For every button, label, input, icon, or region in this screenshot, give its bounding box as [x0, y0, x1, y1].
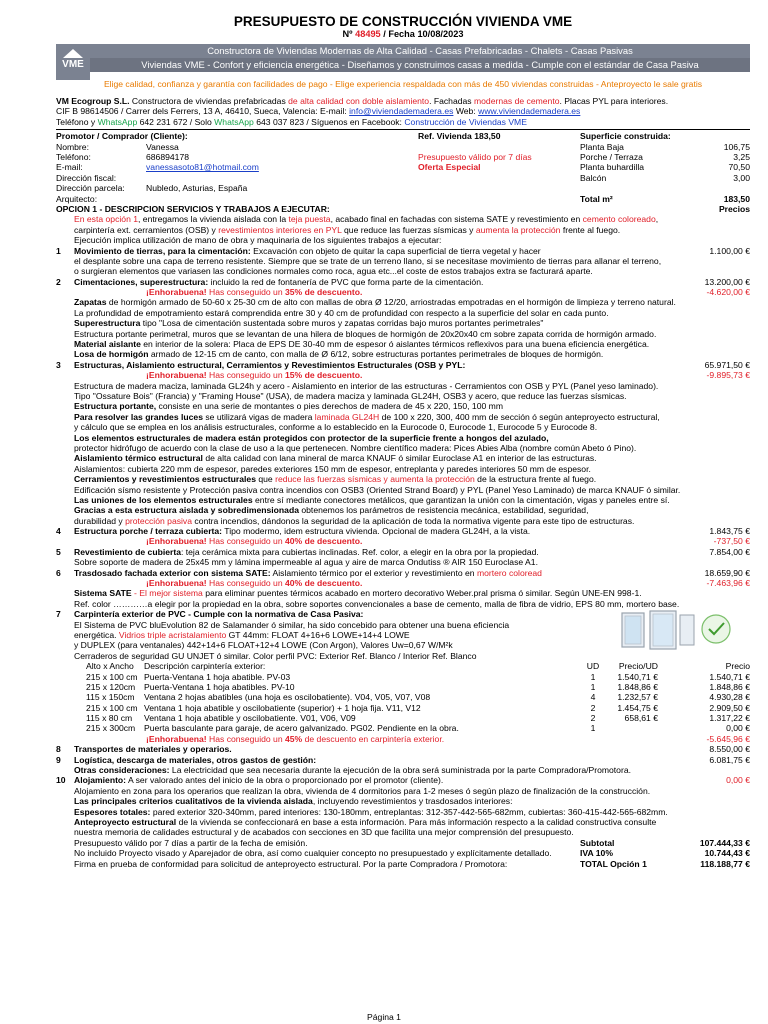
item-detail	[56, 817, 750, 827]
item-text: incluido la red de fontanería de PVC que forma parte de la cimentación.	[210, 276, 484, 287]
item-subtitle: Otras consideraciones:	[74, 765, 170, 776]
validity-text: Presupuesto válido por 7 días a partir de la fecha de emisión.	[74, 837, 308, 848]
window-ud: 1	[590, 671, 596, 682]
item-text: energética.	[74, 629, 117, 640]
banner-line-1: Constructora de Viviendas Modernas de Alta Calidad - Casas Prefabricadas - Chalets - Casas Pasivas	[90, 44, 750, 58]
discount-text: Has conseguido un	[209, 370, 283, 381]
logo-text: VME	[62, 59, 84, 70]
discount-percent: 45%	[285, 733, 303, 744]
client-phone: 686894178	[146, 152, 190, 162]
item-title: Trasdosado fachada exterior con sistema SATE:	[74, 567, 271, 578]
line-item-2	[56, 277, 750, 287]
item-subtitle: Losa de hormigón	[74, 349, 149, 360]
item-text: en interior de la solera: Placa de EPS DE 30-40 mm de espesor ó aislantes térmicos reflexivos para una buena eficiencia energética.	[143, 339, 650, 350]
table-row	[56, 703, 750, 713]
item-detail	[56, 318, 750, 328]
item-text: El Sistema de PVC bluEvolution 82 de Salamander ó similar, ha sido concebido para obtener una buena eficiencia	[74, 619, 510, 630]
discount-price: -737,50 €	[713, 536, 750, 547]
client-email-link[interactable]: vanessasoto81@hotmail.com	[146, 162, 259, 173]
discount-price: -9.895,73 €	[706, 370, 750, 381]
subtotal-label: Subtotal	[580, 837, 615, 848]
discount-text: Has conseguido un	[209, 578, 283, 589]
line-item-5	[56, 547, 750, 557]
item-text: pared exterior 320-340mm, pared interiores: 130-180mm, entreplantas: 312-357-442-565-682mm, cubiertas: 360-415-442-565-682mm.	[152, 806, 668, 817]
item-text: y DUPLEX (para ventanales) 442+14+6 FLOAT+12+4 LOWE (Con Argon), Valores Uw=0,67 W/M²k	[74, 640, 453, 651]
subtotal-value: 107.444,33 €	[699, 837, 750, 848]
item-text: La profundidad de empotramiento estará comprendida entre 30 y 40 cm de profundidad con respecto a la superficie del solar en cada punto.	[74, 307, 609, 318]
item-number: 9	[56, 754, 61, 765]
discount-line	[56, 536, 750, 546]
item-subtitle: Las principales criterios cualitativos de la vivienda aislada	[74, 796, 313, 807]
item-text: de hormigón armado de 50-60 x 25-30 cm de alto con mallas de obra Ø 12/20, arriostradas empotradas en el hormigón de limpieza y terreno natural.	[108, 297, 676, 308]
discount-line	[56, 370, 750, 380]
surface-label: Balcón	[580, 172, 607, 183]
plot-address: Nubledo, Asturias, España	[146, 183, 248, 194]
window-desc: Puerta basculante para garaje, de acero galvanizado. PG02. Pendiente en la obra.	[144, 723, 459, 734]
signature-text: Firma en prueba de conformidad para solicitud de anteproyecto estructural. Por la parte Compradora / Promotora:	[74, 858, 508, 869]
window-ud: 4	[590, 692, 596, 703]
surface-heading: Superficie construida:	[580, 131, 671, 142]
item-text: Tipo "Ossature Bois" (Francia) y "Framing House" (USA), de madera maciza y laminada GL24H, OSB3 y acero, que reduce las fuerzas sísmicas.	[74, 390, 627, 401]
item-price: 0,00 €	[726, 775, 750, 786]
slogan: Elige calidad, confianza y garantía con facilidades de pago - Elige experiencia respaldada con más de 450 viviendas construidas - Anteproyecto le sale gratis	[103, 79, 703, 89]
item-price: 65.971,50 €	[704, 359, 750, 370]
item-subtitle: Aislamiento térmico estructural	[74, 453, 203, 464]
item-subtitle: Zapatas	[74, 297, 107, 308]
item-text: entre sí mediante conectores metálicos, que garantizan la unión con la cimentación, vigas y paneles entre sí.	[255, 494, 670, 505]
intro-text: carpintería ext. cerramientos (OSB) y	[74, 224, 216, 235]
company-info	[56, 96, 750, 127]
discount-price: -4.620,00 €	[706, 287, 750, 298]
company-highlight: de alta calidad con doble aislamiento	[288, 96, 430, 106]
iva-value: 10.744,43 €	[704, 848, 750, 859]
item-subtitle: Para resolver las grandes luces	[74, 411, 203, 422]
architect-label: Arquitecto:	[56, 193, 98, 204]
validity-note: Presupuesto válido por 7 días	[418, 152, 532, 162]
discount-congrats: ¡Enhorabuena!	[146, 733, 207, 744]
intro-text: , entregamos la vivienda aislada con la	[138, 214, 287, 225]
window-unit-price: 1.848,86 €	[617, 681, 658, 692]
phone-text: Teléfono y	[56, 116, 96, 127]
line-item-9	[56, 755, 750, 765]
intro-text: ,	[655, 214, 659, 225]
discount-line	[56, 287, 750, 297]
item-number: 4	[56, 526, 61, 537]
total-value: 118.188,77 €	[700, 858, 750, 869]
discount-line	[56, 578, 750, 588]
item-text: obtenemos los parámetros de resistencia mecánica, estabilidad, seguridad,	[301, 505, 589, 516]
item-detail	[56, 412, 750, 422]
discount-congrats: ¡Enhorabuena!	[146, 287, 207, 298]
item-detail	[56, 807, 750, 817]
quote-number: 48495	[355, 29, 381, 39]
item-text: el desplante sobre una capa de terreno resistente. Siempre que se trate de un terreno llano, si se necesitase movimiento de tierras para allanar el terreno,	[74, 255, 662, 266]
item-number: 1	[56, 245, 61, 256]
item-detail	[56, 796, 750, 806]
item-text: Excavación con objeto de quitar la capa superficial de tierra vegetal y hacer	[253, 245, 541, 256]
discount-congrats: ¡Enhorabuena!	[146, 536, 207, 547]
item-title: Alojamiento:	[74, 775, 127, 786]
table-row	[56, 723, 750, 733]
intro-line	[56, 214, 750, 224]
quote-number-line	[56, 29, 750, 40]
company-banner	[56, 44, 750, 80]
col-price: Precio	[725, 661, 750, 672]
surface-label: Planta buhardilla	[580, 162, 645, 173]
intro-text: En esta opción 1	[74, 214, 139, 225]
web-label: Web:	[455, 106, 476, 117]
item-text: para eliminar puentes térmicos acabado en mortero decorativo Weber.pral prisma ó similar. Según UNE-EN 998-1.	[205, 588, 642, 599]
item-subtitle: Material aislante	[74, 339, 141, 350]
item-highlight: laminada GL24H	[314, 411, 380, 422]
window-ud: 2	[590, 702, 596, 713]
item-detail	[56, 339, 750, 349]
surface-label: Porche / Terraza	[580, 152, 643, 162]
client-heading: Promotor / Comprador (Cliente):	[56, 131, 188, 142]
item-title: Carpintería exterior de PVC - Cumple con la normativa de Casa Pasiva:	[74, 609, 364, 620]
item-text: nuestra memoria de calidades estructural y de acabados con secciones en 3D que facilita una mejor comprensión del presupuesto.	[74, 827, 574, 838]
intro-text: , acabado final en fachadas con sistema SATE y revestimiento en	[330, 214, 581, 225]
item-text: de 100 x 220, 300, 400 mm de sección ó según anteproyecto estructural,	[381, 411, 660, 422]
subtotal-row	[56, 838, 750, 848]
item-number: 8	[56, 744, 61, 755]
window-unit-price: 1.540,71 €	[617, 671, 658, 682]
company-line-1	[56, 96, 750, 106]
item-text: tipo "Losa de cimentación sustentada sobre muros y zapatas corridas bajo muros portantes perimetrales"	[142, 318, 544, 329]
item-number: 3	[56, 359, 61, 370]
item-number: 6	[56, 567, 61, 578]
discount-percent: 15% de descuento.	[285, 370, 363, 381]
table-row	[56, 682, 750, 692]
item-detail	[56, 422, 750, 432]
page-title: PRESUPUESTO DE CONSTRUCCIÓN VIVIENDA VME	[233, 14, 573, 29]
company-line-2	[56, 106, 750, 116]
item-text: se utilizará vigas de madera	[205, 411, 313, 422]
whatsapp-label: WhatsApp	[214, 116, 254, 127]
item-number: 10	[56, 775, 66, 786]
window-price: 1.540,71 €	[709, 671, 750, 682]
item-subtitle: Anteproyecto estructural	[74, 817, 177, 827]
facebook-link[interactable]: Construcción de Viviendas VME	[404, 116, 527, 127]
iva-row	[56, 848, 750, 858]
line-item-8	[56, 744, 750, 754]
item-detail	[56, 433, 750, 443]
intro-text: Ejecución implica utilización de mano de obra y maquinaria de los siguientes trabajos a ejecutar:	[74, 235, 442, 246]
option-heading-row	[56, 204, 750, 214]
item-detail	[56, 516, 750, 526]
surface-value: 70,50	[728, 162, 750, 173]
window-size: 215 x 120cm	[86, 681, 136, 692]
intro-text: cemento coloreado	[582, 214, 656, 225]
line-item-3	[56, 360, 750, 370]
window-size: 115 x 80 cm	[86, 713, 133, 724]
item-text: que	[258, 474, 273, 485]
col-size: Alto x Ancho	[86, 661, 134, 672]
intro-text: teja puesta	[288, 214, 331, 225]
col-unit-price: Precio/UD	[618, 661, 658, 672]
company-highlight: modernas de cemento	[473, 96, 560, 106]
item-price: 8.550,00 €	[709, 744, 750, 755]
company-line-3	[56, 117, 750, 127]
client-section	[56, 131, 750, 204]
item-detail	[56, 485, 750, 495]
window-size: 215 x 100 cm	[86, 702, 138, 713]
item-price: 7.854,00 €	[709, 546, 750, 557]
item-text: : teja cerámica mixta para cubiertas inclinadas. Ref. color, a elegir en la obra por la propiedad.	[180, 546, 539, 557]
item-title: Transportes de materiales y operarios.	[74, 744, 232, 755]
phone-label: Teléfono:	[56, 152, 91, 162]
window-size: 115 x 150cm	[86, 692, 135, 703]
item-highlight: reduce las fuerzas sísmicas y aumenta la protección	[275, 474, 475, 485]
item-text: protector hidrófugo de acuerdo con la clase de uso a la que pertenecen. Nombre científico madera: Pices Abies Alba (nombre común Abeto ó Pino).	[74, 442, 637, 453]
special-offer: Oferta Especial	[418, 162, 481, 173]
item-text: y cálculo que se emplea en los análisis estructurales, conforme a lo establecido en la Eurocode 0, Eurocode 1, Eurocode 5 y Eurocode 8.	[74, 422, 598, 433]
item-text: Cerraderos de seguridad GU UNJET ó similar. Color perfil PVC: Exterior Ref. Blanco / Interior Ref. Blanco	[74, 650, 477, 661]
discount-text: de descuento en carpintería exterior.	[304, 733, 445, 744]
window-price: 2.909,50 €	[709, 702, 750, 713]
discount-text: Has conseguido un	[209, 536, 283, 547]
item-text: Aislamientos: cubierta 220 mm de espesor, paredes exteriores 150 mm de espesor, entreplanta y paredes interiores 50 mm de espesor.	[74, 463, 591, 474]
company-text: . Placas PYL para interiores.	[559, 96, 669, 106]
house-roof-icon	[63, 49, 83, 58]
line-item-10	[56, 775, 750, 785]
window-desc: Puerta-Ventana 1 hoja abatible. PV-03	[144, 671, 291, 682]
item-detail	[56, 651, 750, 661]
item-detail	[56, 630, 750, 640]
company-text: . Fachadas	[429, 96, 472, 106]
item-subtitle: Espesores totales:	[74, 806, 151, 817]
item-text: o surgieran elementos que variasen las condiciones normales como roca, agua etc...el coste de estos trabajos extra se facturará aparte.	[74, 266, 593, 277]
item-price: 13.200,00 €	[704, 276, 750, 287]
discount-price: -7.463,96 €	[706, 578, 750, 589]
item-detail	[56, 391, 750, 401]
vme-logo	[56, 44, 90, 80]
item-text: Sobre soporte de madera de 25x45 mm y lámina impermeable al agua y aire de marca Ondutiss ® AIR 150 Euroclase A1.	[74, 557, 538, 568]
intro-text: aumenta la protección	[475, 224, 561, 235]
item-subtitle: Sistema SATE	[74, 588, 132, 599]
item-text: de la vivienda se confeccionará en base a esta información. Para más información respecto a la calidad constructiva consulte	[178, 817, 657, 827]
surface-value: 106,75	[723, 141, 750, 152]
house-ref: Ref. Vivienda 183,50	[418, 131, 501, 142]
window-unit-price: 1.232,57 €	[617, 692, 658, 703]
item-detail	[56, 464, 750, 474]
item-text: Edificación sísmo resistente y Protección pasiva contra incendios con OSB3 (Oriented Strand Board) y PYL (Panel Yeso Laminado) de marca KNAUF ó similar.	[74, 484, 681, 495]
line-item-7	[56, 609, 750, 619]
item-text: de alta calidad con lana mineral de marca KNAUF ó similar Euroclase A1 en interior de las estructuras.	[205, 453, 597, 464]
item-detail	[56, 349, 750, 359]
line-item-4	[56, 526, 750, 536]
item-text: , incluyendo revestimientos y trasdosados interiores:	[312, 796, 513, 807]
discount-text: Has conseguido un	[209, 733, 283, 744]
surface-label: Planta Baja	[580, 141, 624, 152]
item-text: consiste en una serie de montantes o pies derechos de madera de 45 x 220, 150, 100 mm	[158, 401, 503, 412]
table-row	[56, 672, 750, 682]
item-detail	[56, 588, 750, 598]
item-detail	[56, 495, 750, 505]
item-detail	[56, 765, 750, 775]
window-price: 1.848,86 €	[709, 681, 750, 692]
item-detail	[56, 256, 750, 266]
plot-address-label: Dirección parcela:	[56, 183, 125, 194]
surface-value: 3,25	[733, 152, 750, 162]
item-text: armado de 12-15 cm de canto, con malla de Ø 6/12, sobre estructuras portantes perimetrales de bloques de hormigón.	[150, 349, 604, 360]
item-text: Estructura portante perimetral, muros que se levantan de una hilera de bloques de hormigón de 20x20x40 cm sobre zapata corrida de hormigón armado.	[74, 328, 657, 339]
intro-line	[56, 235, 750, 245]
item-detail	[56, 505, 750, 515]
iva-label: IVA 10%	[580, 848, 613, 859]
window-desc: Puerta-Ventana 1 hoja abatibles. PV-10	[144, 681, 295, 692]
window-desc: Ventana 2 hojas abatibles (una hoja es oscilobatiente). V04, V05, V07, V08	[144, 692, 431, 703]
item-subtitle: Cerramientos y revestimientos estructurales	[74, 474, 256, 485]
discount-text: Has conseguido un	[209, 287, 283, 298]
line-item-1	[56, 246, 750, 256]
surface-value: 3,00	[733, 172, 750, 183]
carpentry-block	[56, 609, 750, 661]
total-surface-label: Total m²	[580, 193, 613, 204]
client-name: Vanessa	[146, 141, 179, 152]
window-size: 215 x 300cm	[86, 723, 136, 734]
fiscal-address-label: Dirección fiscal:	[56, 172, 117, 183]
item-detail	[56, 308, 750, 318]
company-web-link[interactable]: www.viviendademadera.es	[478, 106, 581, 117]
item-highlight: protección pasiva	[125, 515, 193, 526]
company-text: Constructora de viviendas prefabricadas	[131, 96, 286, 106]
item-text: de la estructura frente al fuego.	[477, 474, 597, 485]
item-price: 18.659,90 €	[704, 567, 750, 578]
item-title: Movimiento de tierras, para la cimentación:	[74, 245, 251, 256]
table-row	[56, 692, 750, 702]
item-detail	[56, 599, 750, 609]
total-label: TOTAL Opción 1	[580, 858, 647, 869]
company-name: VM Ecogroup S.L.	[56, 96, 130, 106]
intro-text: frente al fuego.	[562, 224, 621, 235]
table-row	[56, 713, 750, 723]
item-text: contra incendios, dándonos la seguridad de la aplicación de toda la normativa vigente para este tipo de estructuras.	[194, 515, 635, 526]
window-desc: Ventana 1 hoja abatible y oscilobatiente (superior) + 1 hoja fija. V11, V12	[144, 702, 421, 713]
banner-text	[90, 44, 750, 80]
item-number: 2	[56, 276, 61, 287]
windows-table-header	[56, 661, 750, 671]
discount-congrats: ¡Enhorabuena!	[146, 370, 207, 381]
item-text: La electricidad que sea necesaria durante la ejecución de la obra será suministrada por la parte Compradora/Promotora.	[171, 765, 631, 776]
number-prefix: Nº	[342, 29, 353, 39]
item-detail	[56, 640, 750, 650]
item-highlight: mortero coloread	[476, 567, 542, 578]
item-number: 7	[56, 609, 61, 620]
item-title: Estructura porche / terraza cubierta:	[74, 526, 223, 537]
item-detail	[56, 786, 750, 796]
discount-price: -5.645,96 €	[706, 733, 750, 744]
item-subtitle: Las uniones de los elementos estructurales	[74, 494, 253, 505]
item-detail	[56, 329, 750, 339]
item-subtitle: Estructura portante,	[74, 401, 157, 412]
col-desc: Descripción carpintería exterior:	[144, 661, 266, 672]
phone-text: 643 037 823 / Síguenos en Facebook:	[256, 116, 402, 127]
email-label: E-mail:	[56, 162, 83, 173]
whatsapp-label: WhatsApp	[97, 116, 138, 127]
window-unit-price: 658,61 €	[624, 713, 658, 724]
item-highlight: - El mejor sistema	[134, 588, 203, 599]
company-address: CIF B 98614506 / Carrer dels Ferrers, 13 A, 46410, Sueca, Valencia: E-mail:	[56, 106, 347, 117]
company-email-link[interactable]: info@viviendademadera.es	[349, 106, 454, 117]
prices-heading: Precios	[718, 203, 750, 214]
discount-percent: 40% de descuento.	[285, 536, 363, 547]
option-heading: OPCION 1 - DESCRIPCION SERVICIOS Y TRABAJOS A EJECUTAR:	[56, 203, 330, 214]
item-price: 1.100,00 €	[709, 245, 750, 256]
quote-date: / Fecha 10/08/2023	[383, 29, 464, 39]
item-detail	[56, 557, 750, 567]
divider	[56, 129, 750, 130]
window-price: 0,00 €	[726, 723, 750, 734]
window-ud: 1	[590, 723, 596, 734]
item-subtitle: Gracias a esta estructura aislada y sobredimensionada	[74, 505, 299, 516]
item-detail	[56, 474, 750, 484]
window-ud: 2	[590, 713, 596, 724]
item-detail	[56, 381, 750, 391]
item-text: durabilidad y	[74, 515, 123, 526]
phone-text: 642 231 672 / Solo	[139, 116, 212, 127]
item-detail	[56, 620, 750, 630]
page-number: Página 1	[367, 1012, 401, 1022]
item-number: 5	[56, 546, 61, 557]
banner-line-2: Viviendas VME - Confort y eficiencia energética - Diseñamos y construimos casas a medida - Cumple con el estándar de Casa Pasiva	[90, 58, 750, 72]
item-detail	[56, 453, 750, 463]
item-subtitle: Superestructura	[74, 318, 141, 329]
item-detail	[56, 297, 750, 307]
total-surface-value: 183,50	[723, 193, 750, 204]
item-title: Estructuras, Aislamiento estructural, Cerramientos y Revestimientos Estructurales (OSB y PYL:	[74, 359, 466, 370]
item-detail	[56, 266, 750, 276]
item-text: Ref. color …………a elegir por la propiedad en la obra, sobre soportes convencionales a base de cemento, malla de fibra de vidrio, EPS 80 mm, mortero base.	[74, 598, 680, 609]
item-subtitle: Los elementos estructurales de madera están protegidos con protector de la superficie frente a hongos del azulado,	[74, 432, 549, 443]
item-text: Alojamiento en zona para los operarios que realizan la obra, vivienda de 4 dormitorios para 1-2 meses ó según plazo de finalización de la construcción.	[74, 785, 651, 796]
item-title: Logística, descarga de materiales, otros gastos de gestión:	[74, 754, 317, 765]
item-detail	[56, 401, 750, 411]
window-price: 1.317,22 €	[709, 713, 750, 724]
item-price: 1.843,75 €	[709, 526, 750, 537]
window-ud: 1	[590, 681, 596, 692]
item-text: Tipo modermo, idem estructura vivienda. Opcional de madera GL24H, a la vista.	[224, 526, 531, 537]
window-size: 215 x 100 cm	[86, 671, 138, 682]
line-item-6	[56, 568, 750, 578]
intro-line	[56, 225, 750, 235]
name-label: Nombre:	[56, 141, 89, 152]
item-price: 6.081,75 €	[709, 754, 750, 765]
col-ud: UD	[586, 661, 600, 672]
item-detail	[56, 827, 750, 837]
discount-line	[56, 734, 750, 744]
discount-congrats: ¡Enhorabuena!	[146, 578, 207, 589]
window-desc: Ventana 1 hoja abatible y oscilobatiente. V01, V06, V09	[144, 713, 356, 724]
window-unit-price: 1.454,75 €	[617, 702, 658, 713]
item-highlight: Vidrios triple acristalamiento	[118, 629, 227, 640]
total-row	[56, 859, 750, 869]
intro-text: revestimientos interiores en PYL	[218, 224, 342, 235]
item-title: Revestimiento de cubierta	[74, 546, 181, 557]
item-text: GT 44mm: FLOAT 4+16+6 LOWE+14+4 LOWE	[228, 629, 410, 640]
item-text: Aislamiento térmico por el exterior y revestimiento en	[272, 567, 475, 578]
exclusions-text: No incluido Proyecto visado y Aparejador de obra, así como cualquier concepto no presupuestado y explícitamente detallado.	[74, 848, 552, 859]
item-title: Cimentaciones, superestructura:	[74, 276, 209, 287]
intro-text: que reduce las fuerzas sísmicas y	[344, 224, 474, 235]
item-text: Estructura de madera maciza, laminada GL24h y acero - Aislamiento en interior de las estructuras - Cerramientos con OSB y PYL (Panel yeso laminado).	[74, 380, 659, 391]
discount-percent: 40% de descuento.	[285, 578, 363, 589]
item-detail	[56, 443, 750, 453]
window-price: 4.930,28 €	[709, 692, 750, 703]
item-text: A ser valorado antes del inicio de la obra o proporcionado por el promotor (cliente).	[127, 775, 444, 786]
discount-percent: 35% de descuento.	[285, 287, 363, 298]
